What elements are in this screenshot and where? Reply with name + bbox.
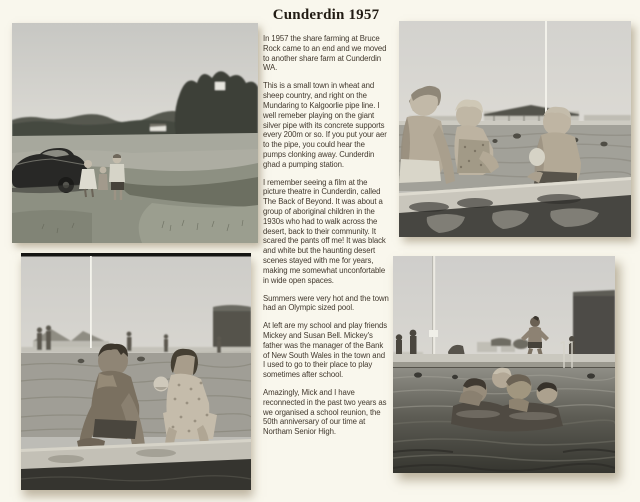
two-children-illustration: [21, 253, 251, 490]
swimmers-illustration: [393, 256, 615, 473]
photo-three-children-pool-edge: [399, 21, 631, 237]
story-paragraph: Summers were very hot and the town had an Olympic sized pool.: [263, 293, 389, 313]
story-paragraph: At left are my school and play friends Mickey and Susan Bell. Mickey's father was the manager of the Bank of New South Wales in the town and I used to go to their place to play sometimes after school.: [263, 321, 388, 380]
page-title: Cunderdin 1957: [272, 7, 380, 23]
story-paragraph: In 1957 the share farming at Bruce Rock came to an end and we moved to another share farm at Cunderdin WA.: [263, 34, 387, 73]
farm-paddock-illustration: [12, 23, 258, 243]
pole-marker: [429, 330, 438, 337]
pool-wall: [393, 354, 615, 363]
flag-pole: [433, 256, 435, 356]
film-edge: [21, 253, 251, 257]
story-paragraph: Amazingly, Mick and I have reconnected in the past two years as we organised a school reunion, the 50th anniversary of our time at Northam Senior High.: [263, 388, 387, 437]
three-children-illustration: [399, 21, 631, 237]
story-paragraph: I remember seeing a film at the picture theatre in Cunderdin, called The Back of Beyond. It was about a group of aboriginal children in the 1930s who had to walk across the desert, back to their community. It scared the pants off me! It was black and white but the haunting desert scenes stayed with me for years, making me somewhat unconfortable in wide open spaces.: [263, 177, 386, 285]
flag-pole: [545, 21, 547, 121]
photo-two-children-pool-edge: [21, 253, 251, 490]
story-paragraph: This is a small town in wheat and sheep country, and right on the Mundaring to Kalgoorlie pipe line. I well remeber playing on the giant silver pipe with its concrete supports every 200m or so. If you put your aer to the pipe, you could hear the pumps clonking away. Cunderdin ghad a pumping station.: [263, 81, 387, 169]
scratch-line: [90, 256, 92, 348]
photo-children-swimming: [393, 256, 615, 473]
photo-farm-paddock: [12, 23, 258, 243]
story-column: [263, 7, 389, 445]
